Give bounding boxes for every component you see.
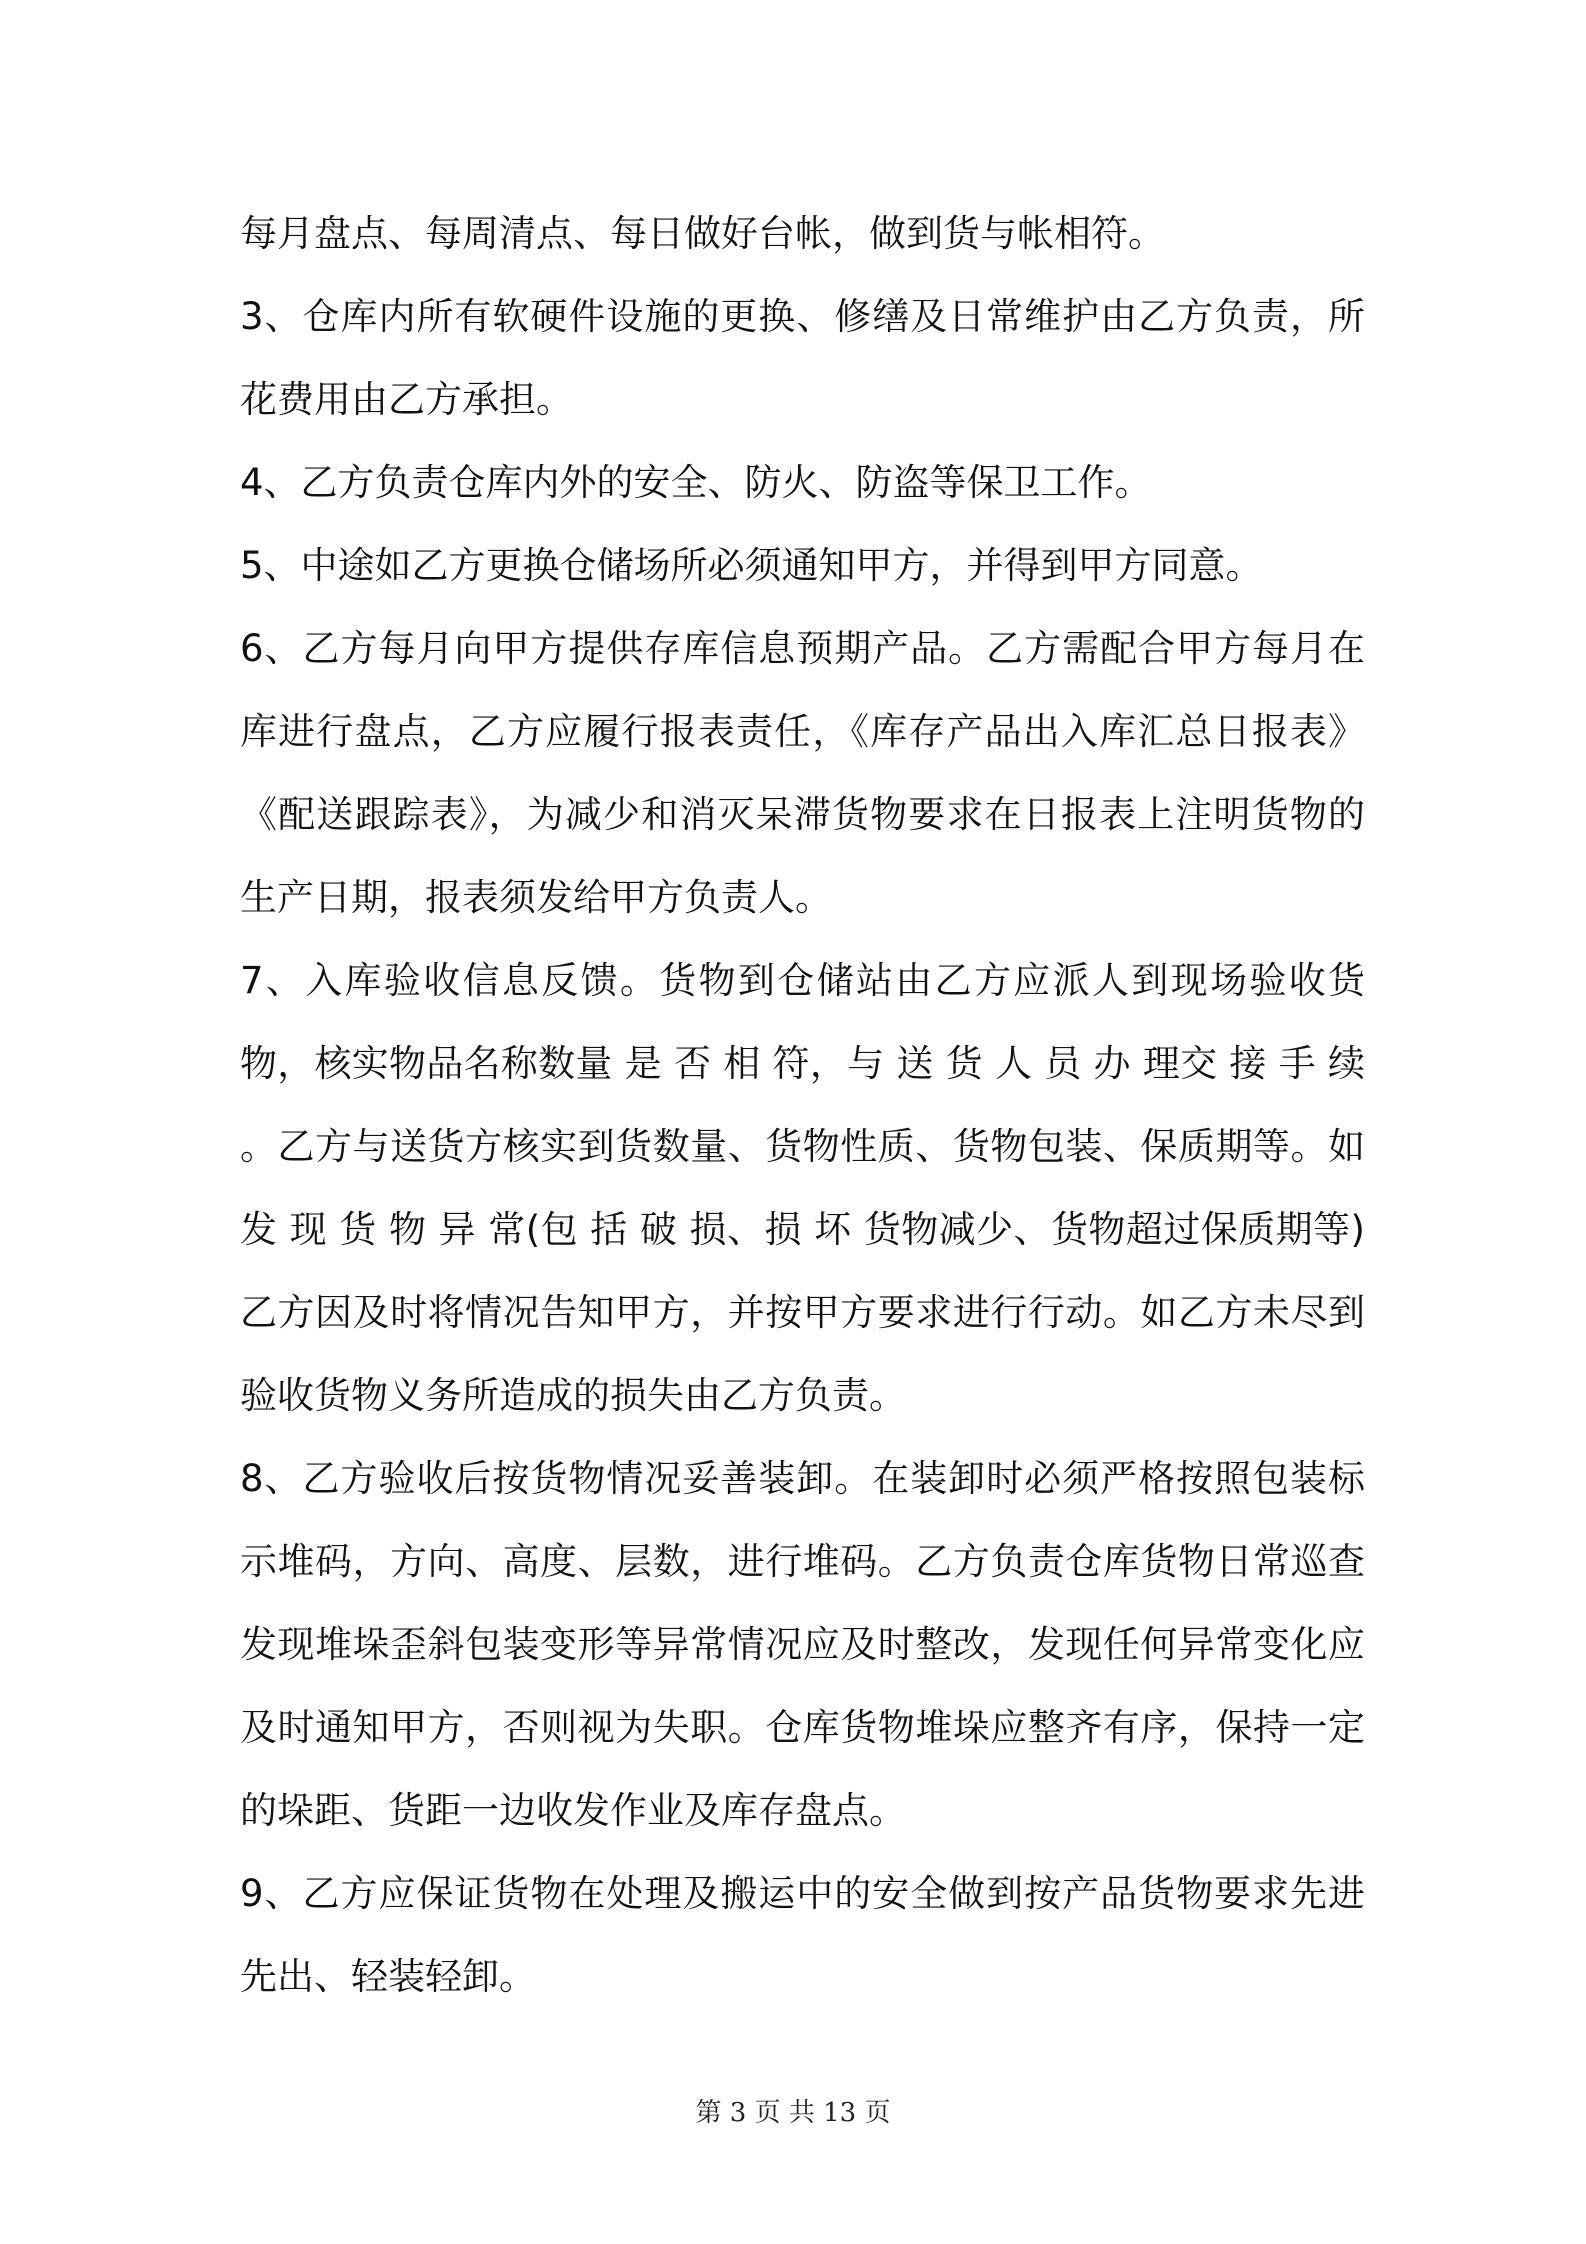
paragraph-item-8: 8、乙方验收后按货物情况妥善装卸。在装卸时必须严格按照包装标示堆码，方向、高度、层数，进行堆码。乙方负责仓库货物日常巡查发现堆垛歪斜包装变形等异常情况应及时整改，发现任何异常变化应及时通知甲方，否则视为失职。仓库货物堆垛应整齐有序，保持一定的垛距、货距一边收发作业及库存盘点。 [240,1457,1365,1832]
paragraph-item-3: 3、仓库内所有软硬件设施的更换、修缮及日常维护由乙方负责，所花费用由乙方承担。 [240,295,1365,421]
paragraph-item-7: 7、入库验收信息反馈。货物到仓储站由乙方应派人到现场验收货物，核实物品名称数量 是 否 相 符，与 送 货 人 员 办 理交 接 手 续 。乙方与送货方核实到货数量、货物性质、货物包装、保质期等。如 发 现 货 物 异 常(包 括 破 损、损 坏 货物减少、货物超过保质期等)乙方因及时将情况告知甲方，并按甲方要求进行行动。如乙方未尽到验收货物义务所造成的损失由乙方负责。 [240,959,1365,1417]
paragraph-item-4: 4、乙方负责仓库内外的安全、防火、防盗等保卫工作。 [240,461,1152,504]
document-body [240,192,1365,2018]
page-number-footer: 第 3 页 共 13 页 [695,2098,891,2128]
paragraph-item-5: 5、中途如乙方更换仓储场所必须通知甲方，并得到甲方同意。 [240,544,1263,587]
paragraph-item-6: 6、乙方每月向甲方提供存库信息预期产品。乙方需配合甲方每月在库进行盘点，乙方应履行报表责任，《库存产品出入库汇总日报表》《配送跟踪表》，为减少和消灭呆滞货物要求在日报表上注明货物的生产日期，报表须发给甲方负责人。 [240,627,1365,919]
paragraph-continuation: 每月盘点、每周清点、每日做好台帐，做到货与帐相符。 [240,212,1165,255]
paragraph-item-9: 9、乙方应保证货物在处理及搬运中的安全做到按产品货物要求先进先出、轻装轻卸。 [240,1872,1365,1998]
